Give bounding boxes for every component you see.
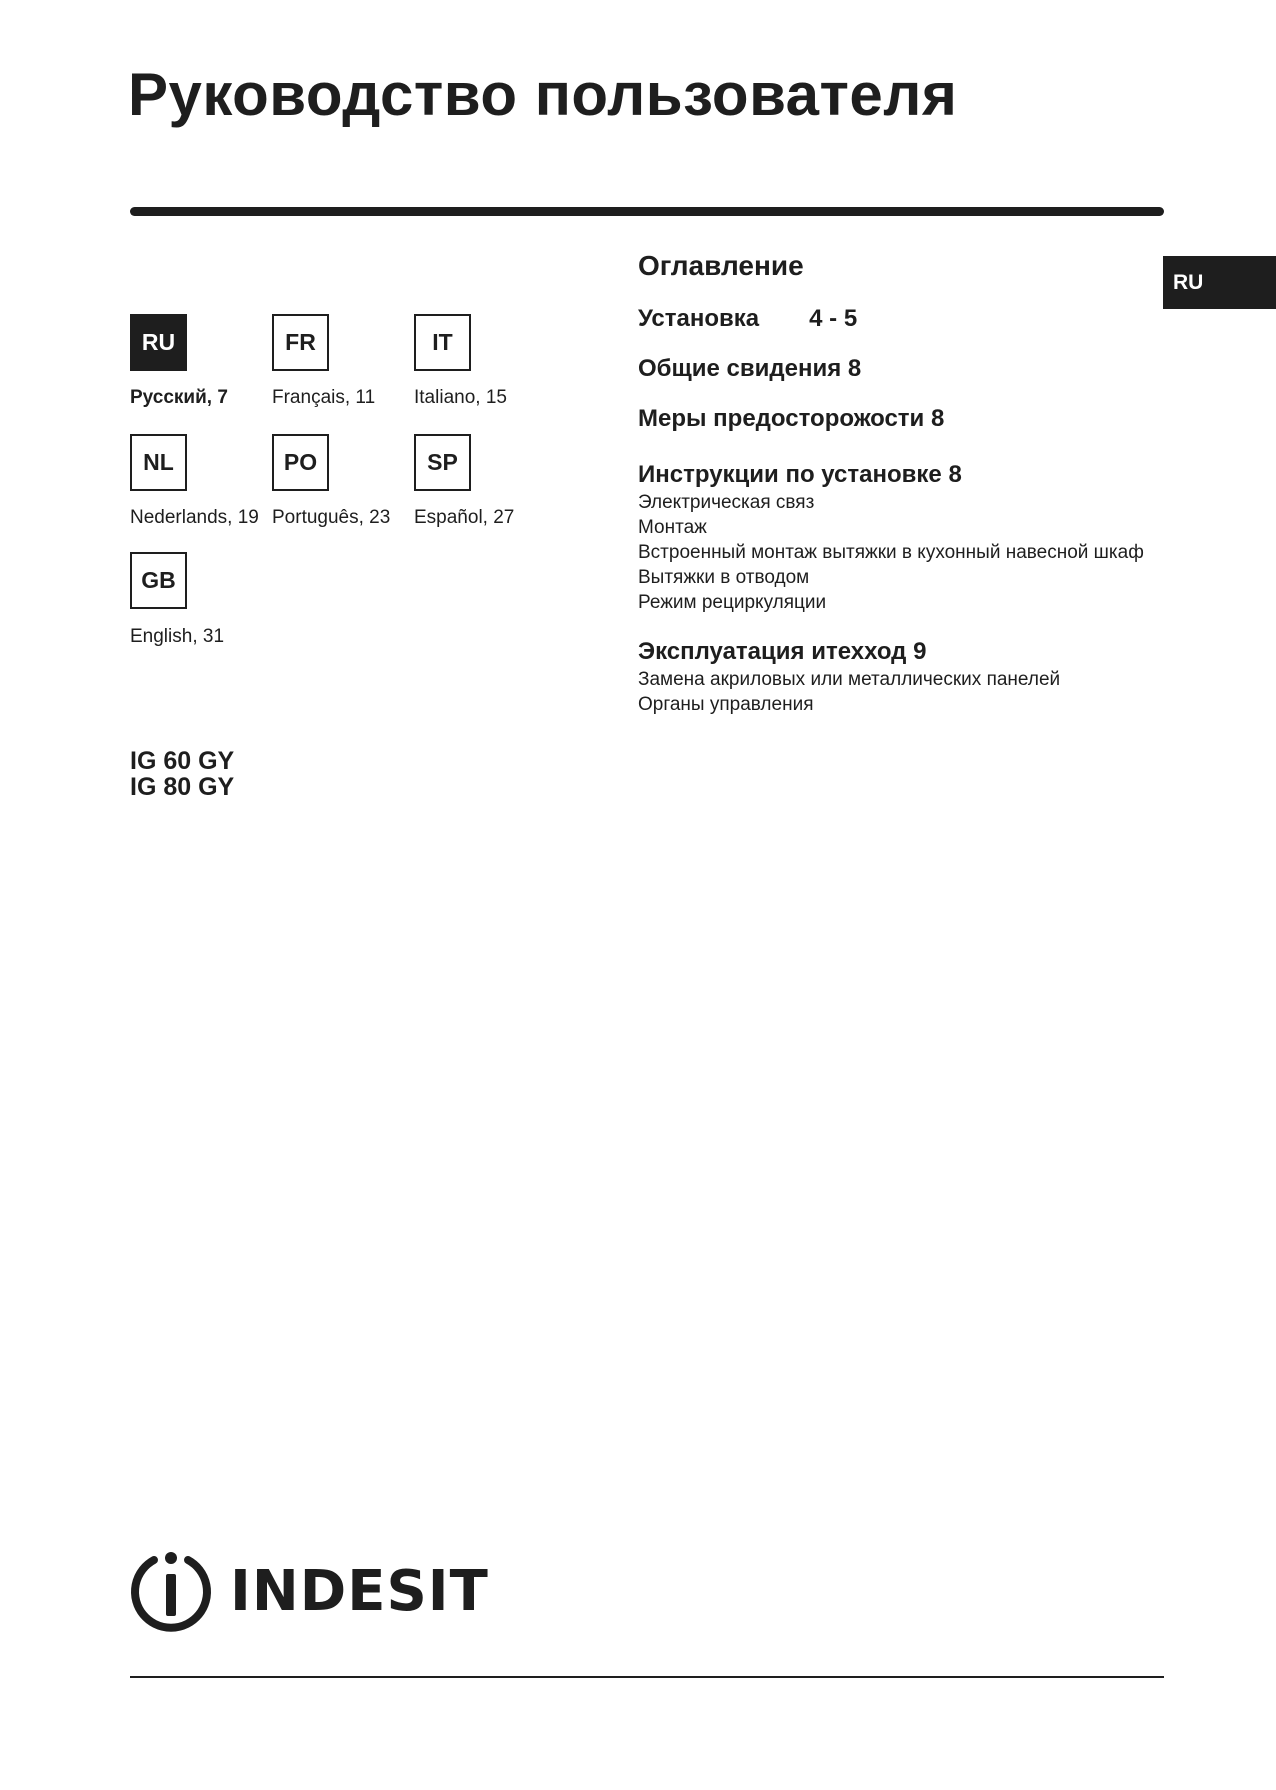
lang-box-nl[interactable]: NL [130,434,187,491]
toc-subitem[interactable]: Замена акриловых или металлических панелей [638,669,1061,690]
toc-pages: 4 - 5 [809,305,858,332]
lang-label-gb: English, 31 [130,626,225,647]
indesit-i-circle-icon [128,1548,214,1634]
lang-label-nl: Nederlands, 19 [130,507,259,528]
brand-name: INDESIT [230,1558,489,1624]
toc-title: Оглавление [638,250,804,281]
lang-label-fr: Français, 11 [272,387,376,408]
lang-box-ru[interactable]: RU [130,314,187,371]
lang-box-it[interactable]: IT [414,314,471,371]
toc-section-operation[interactable]: Эксплуатация итехход 9 [638,638,927,665]
toc-section-installation[interactable] [638,304,1158,334]
toc-subitem[interactable]: Режим рециркуляции [638,592,827,613]
toc-section-install-instructions[interactable]: Инструкции по установке 8 [638,461,962,488]
lang-box-sp[interactable]: SP [414,434,471,491]
lang-box-fr[interactable]: FR [272,314,329,371]
lang-label-it: Italiano, 15 [414,387,507,408]
bottom-divider [130,1676,1164,1678]
toc-subitems [638,490,1158,615]
toc-section-precautions[interactable]: Меры предосторожости 8 [638,405,945,432]
page-title: Руководство пользователя [128,61,958,128]
lang-box-gb[interactable]: GB [130,552,187,609]
toc-heading: Установка [638,305,760,332]
table-of-contents [638,250,1158,717]
model-name: IG 60 GY [130,747,235,775]
toc-subitems [638,667,1158,717]
model-list [130,748,234,800]
toc-subitem[interactable]: Электрическая связ [638,492,815,513]
lang-label-ru: Русский, 7 [130,387,228,408]
lang-box-po[interactable]: PO [272,434,329,491]
language-side-tab: RU [1163,256,1276,309]
toc-subitem[interactable]: Органы управления [638,694,814,715]
top-divider [130,207,1164,216]
indesit-logo [128,1548,489,1634]
lang-label-po: Português, 23 [272,507,391,528]
toc-section-general[interactable]: Общие свидения 8 [638,355,862,382]
toc-subitem[interactable]: Монтаж [638,517,707,538]
toc-subitem[interactable]: Вытяжки в отводом [638,567,810,588]
lang-label-sp: Español, 27 [414,507,515,528]
model-name: IG 80 GY [130,773,235,801]
toc-subitem[interactable]: Встроенный монтаж вытяжки в кухонный навесной шкаф [638,542,1144,563]
